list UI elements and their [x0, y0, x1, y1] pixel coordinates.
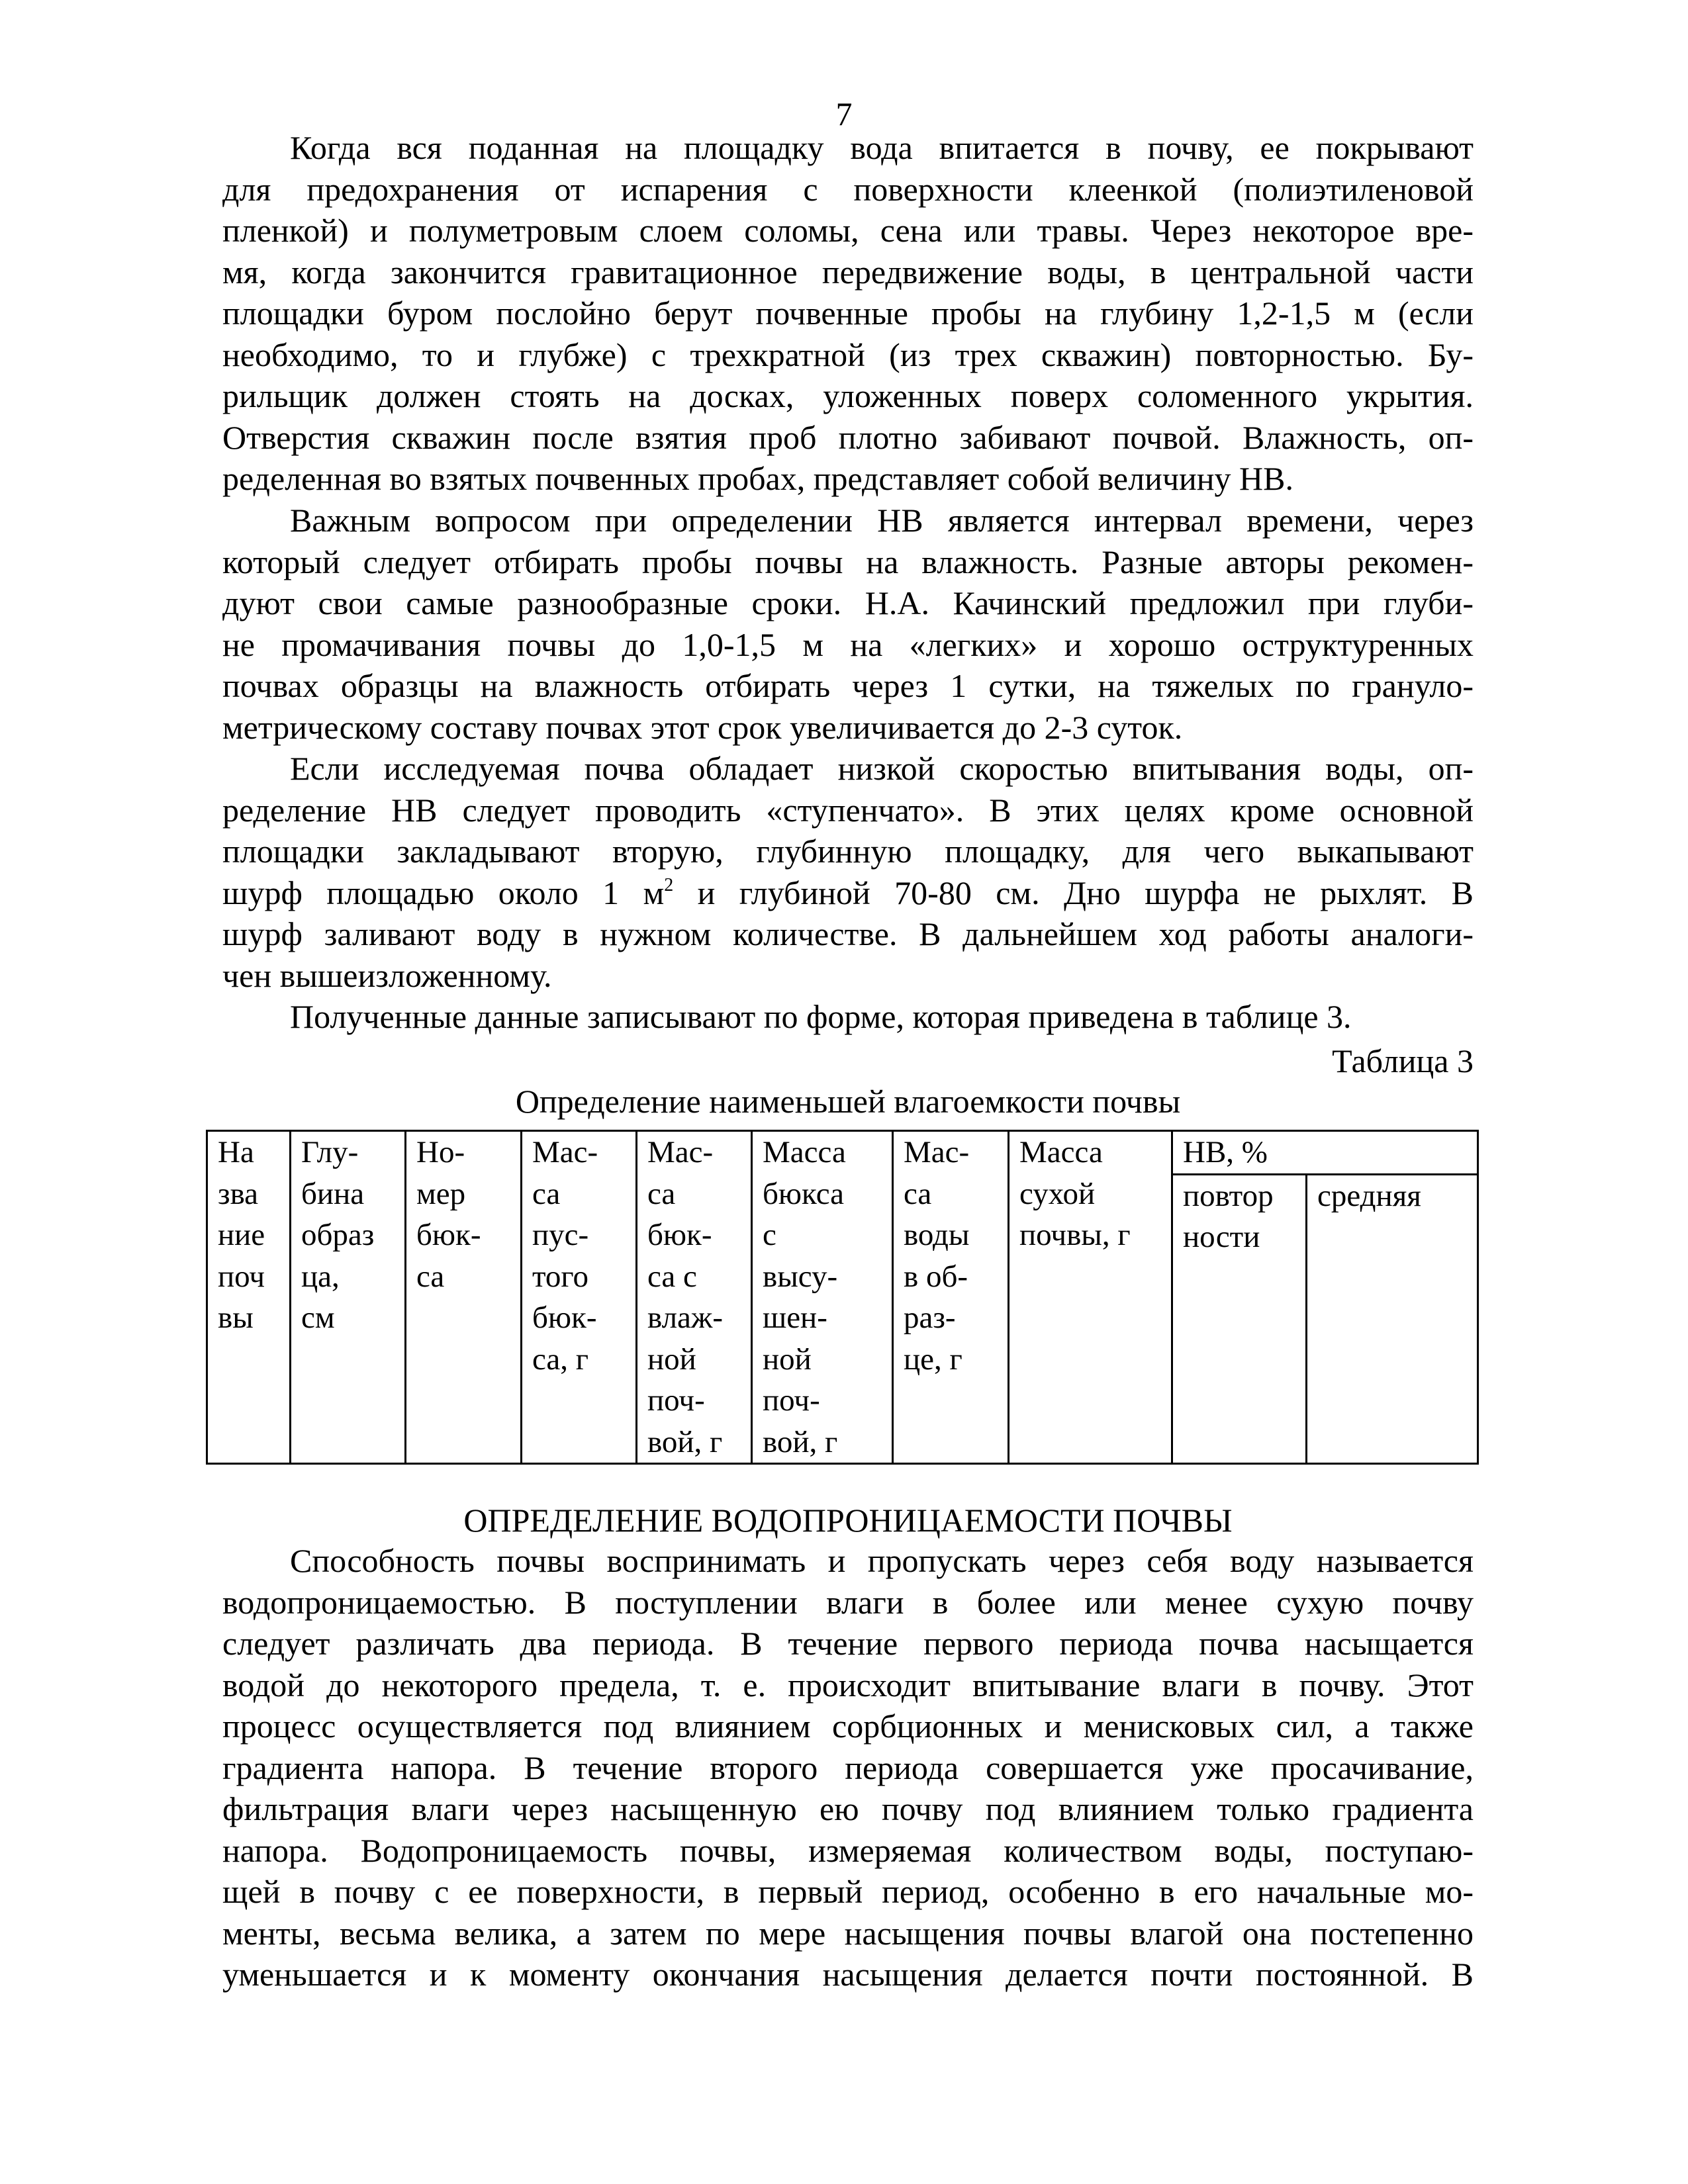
text-line: мя, когда закончится гравитационное передвижение воды, в центральной части: [222, 253, 1474, 291]
page-number: 7: [835, 95, 853, 132]
text-line: пленкой) и полуметровым слоем соломы, сена или травы. Через некоторое вре-: [222, 212, 1474, 249]
text-line: щей в почву с ее поверхности, в первый период, особенно в его начальные мо-: [222, 1873, 1474, 1910]
text-line: ределение НВ следует проводить «ступенчато». В этих целях кроме основной: [222, 791, 1474, 829]
text-line: дуют свои самые разнообразные сроки. Н.А. Качинский предложил при глуби-: [222, 584, 1474, 621]
superscript: 2: [664, 874, 674, 895]
column-header-sample-name: На зва ние поч вы: [207, 1131, 291, 1464]
text-line: водой до некоторого предела, т. е. происходит впитывание влаги в почву. Этот: [222, 1666, 1474, 1704]
text-line: ределенная во взятых почвенных пробах, представляет собой величину НВ.: [222, 460, 1293, 497]
table-label: Таблица 3: [1332, 1042, 1474, 1079]
text-line: Полученные данные записывают по форме, которая приведена в таблице 3.: [290, 998, 1352, 1035]
text-fragment: и глубиной 70-80 см. Дно шурфа не рыхлят. В: [673, 874, 1474, 911]
text-line: следует различать два периода. В течение первого периода почва насыщается: [222, 1625, 1474, 1662]
text-line: процесс осуществляется под влиянием сорбционных и менисковых сил, а также: [222, 1707, 1474, 1745]
text-fragment: шурф площадью около 1 м: [222, 874, 665, 911]
text-line: менты, весьма велика, а затем по мере насыщения почвы влагой она постепенно: [222, 1914, 1474, 1952]
text-line: чен вышеизложенному.: [222, 956, 552, 994]
text-line: Важным вопросом при определении НВ является интервал времени, через: [290, 502, 1474, 539]
text-line: Когда вся поданная на площадку вода впитается в почву, ее покрывают: [290, 129, 1474, 166]
text-line: водопроницаемостью. В поступлении влаги в более или менее сухую почву: [222, 1583, 1474, 1621]
text-line: фильтрация влаги через насыщенную ею почву под влиянием только градиента: [222, 1790, 1474, 1827]
column-header-box-number: Но- мер бюк- са: [406, 1131, 522, 1464]
text-line: площадки закладывают вторую, глубинную площадку, для чего выкапывают: [222, 833, 1474, 870]
column-group-header-nv: НВ, %: [1172, 1131, 1478, 1175]
paragraph-1: [222, 127, 1474, 500]
text-line: Способность почвы воспринимать и пропускать через себя воду называется: [290, 1542, 1474, 1579]
paragraph-5: [222, 1540, 1474, 1995]
text-line: напора. Водопроницаемость почвы, измеряемая количеством воды, поступаю-: [222, 1831, 1474, 1869]
paragraph-2: [222, 500, 1474, 748]
text-line: [222, 872, 1474, 914]
column-header-box-wet-soil-mass: Мас- са бюк- са с влаж- ной поч- вой, г: [637, 1131, 752, 1464]
paragraph-3: [222, 748, 1474, 996]
text-line: не промачивания почвы до 1,0-1,5 м на «легких» и хорошо оструктуренных: [222, 625, 1474, 663]
text-line: почвах образцы на влажность отбирать через 1 сутки, на тяжелых по грануло-: [222, 667, 1474, 704]
text-line: шурф заливают воду в нужном количестве. В дальнейшем ход работы аналоги-: [222, 915, 1474, 952]
column-header-repetition: повтор ности: [1172, 1174, 1307, 1464]
column-header-empty-box-mass: Мас- са пус- того бюк- са, г: [522, 1131, 637, 1464]
column-header-box-dry-soil-mass: Масса бюкса с высу- шен- ной поч- вой, г: [752, 1131, 893, 1464]
column-header-sample-depth: Глу- бина образ ца, см: [291, 1131, 406, 1464]
table-title: Определение наименьшей влагоемкости почвы: [515, 1083, 1181, 1120]
text-line: уменьшается и к моменту окончания насыщения делается почти постоянной. В: [222, 1956, 1474, 1993]
data-table: [206, 1130, 1479, 1465]
text-line: который следует отбирать пробы почвы на влажность. Разные авторы рекомен-: [222, 543, 1474, 580]
text-line: необходимо, то и глубже) с трехкратной (из трех скважин) повторностью. Бу-: [222, 336, 1474, 373]
text-line: площадки буром послойно берут почвенные пробы на глубину 1,2-1,5 м (если: [222, 295, 1474, 332]
column-header-water-mass: Мас- са воды в об- раз- це, г: [893, 1131, 1009, 1464]
text-line: Отверстия скважин после взятия проб плотно забивают почвой. Влажность, оп-: [222, 418, 1474, 456]
text-line: градиента напора. В течение второго периода совершается уже просачивание,: [222, 1749, 1474, 1786]
text-line: для предохранения от испарения с поверхности клеенкой (полиэтиленовой: [222, 170, 1474, 208]
text-line: рильщик должен стоять на досках, уложенных поверх соломенного укрытия.: [222, 377, 1474, 414]
text-line: Если исследуемая почва обладает низкой скоростью впитывания воды, оп-: [290, 750, 1474, 787]
section-heading: ОПРЕДЕЛЕНИЕ ВОДОПРОНИЦАЕМОСТИ ПОЧВЫ: [463, 1502, 1233, 1539]
column-header-dry-soil-mass: Масса сухой почвы, г: [1009, 1131, 1172, 1464]
column-header-average: средняя: [1307, 1174, 1478, 1464]
paragraph-4: [222, 996, 1474, 1038]
text-line: метрическому составу почвах этот срок увеличивается до 2-3 суток.: [222, 708, 1183, 746]
